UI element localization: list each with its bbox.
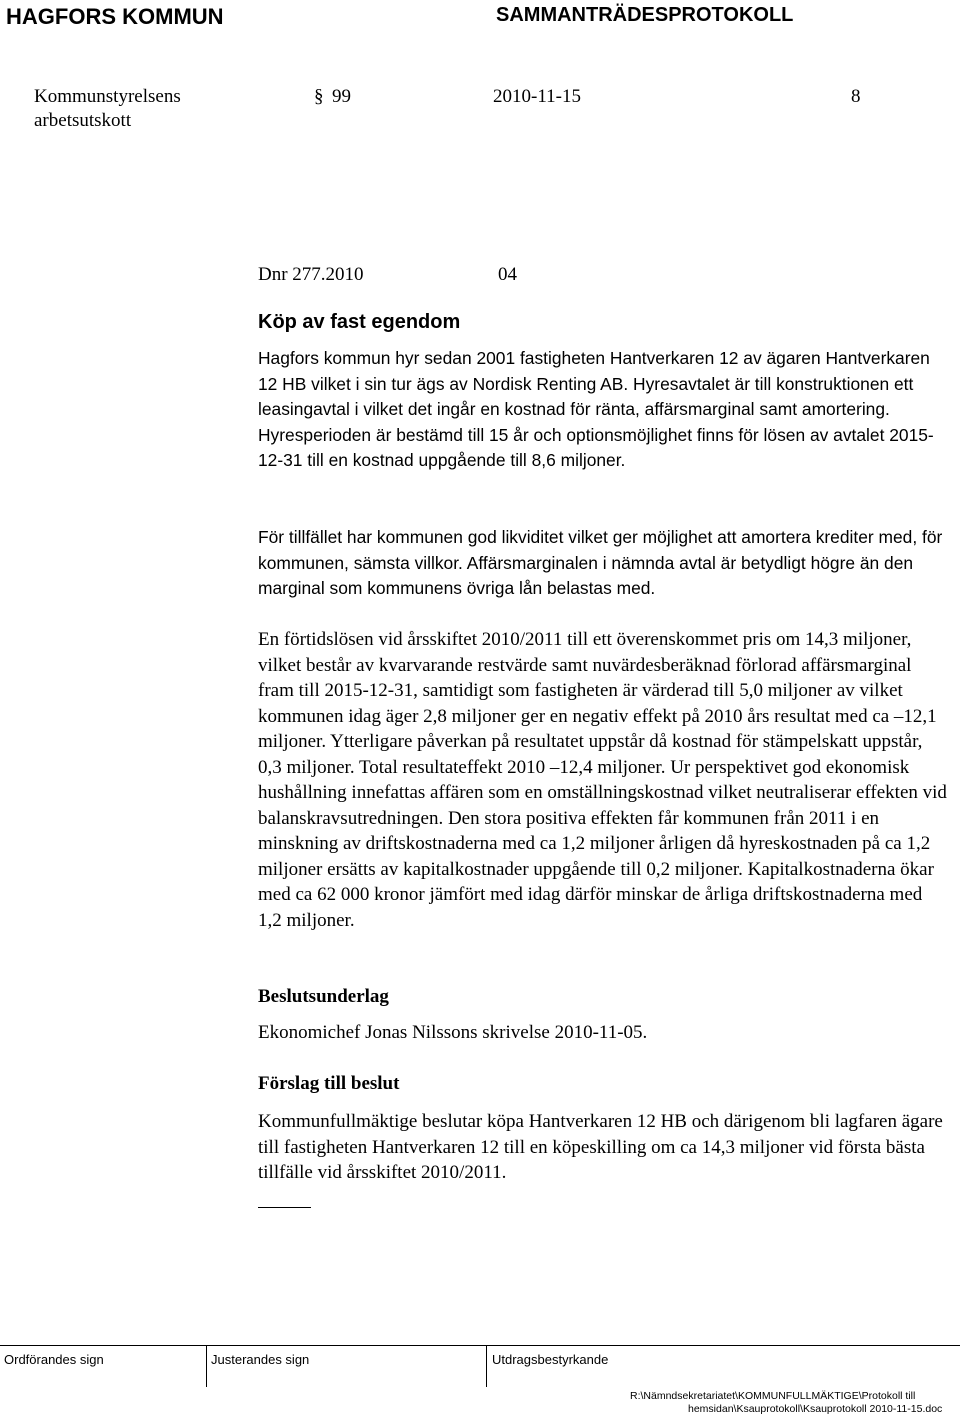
document-type: SAMMANTRÄDESPROTOKOLL (496, 4, 794, 26)
body-paragraph-3: En förtidslösen vid årsskiftet 2010/2011 till ett överenskommet pris om 14,3 miljoner, vilket består av kvarvarande restvärde samt nuvärdesberäknad förlorad affärsmarginal fram till 2015-12-31, samtidigt som fastigheten är värderad till 5,0 miljoner av vilket kommunen idag äger 2,8 miljoner ger en negativ effekt på 2010 års resultat med ca –12,1 miljoner. Ytterligare påverkan på resultatet uppstår då kostnad för stämpelskatt uppstår, 0,3 miljoner. Total resultateffekt 2010 –12,4 miljoner. Ur perspektivet god ekonomisk hushållning innefattas affären som en omställningskostnad vilket neutraliserar effekten vid balanskravsutredningen. Den stora positiva effekten får kommunen från 2011 i en minskning av driftskostnaderna med ca 1,2 miljoner årligen då hyreskostnaden på ca 1,2 miljoner ersätts av kapitalkostnader uppgående till 0,2 miljoner. Kapitalkostnaderna ökar med ca 62 000 kronor jämfört med idag därför minskar de årliga driftskostnaderna med 1,2 miljoner. (258, 629, 947, 931)
case-number: Dnr 277.2010 (258, 264, 364, 285)
page-number: 8 (851, 86, 861, 107)
board-name-line2: arbetsutskott (34, 110, 132, 131)
meeting-date: 2010-11-15 (493, 86, 581, 107)
footer-divider (206, 1345, 207, 1387)
chair-signature-label: Ordförandes sign (4, 1352, 104, 1367)
footer-divider (486, 1345, 487, 1387)
board-name-line1: Kommunstyrelsens (34, 86, 181, 107)
forslag-heading: Förslag till beslut (258, 1073, 400, 1094)
case-code: 04 (498, 264, 517, 285)
body-paragraph-1-part-a: Hagfors kommun hyr sedan 2001 fastigheten Hantverkaren 12 av ägaren Hantverkaren 12 HB vilket i sin tur ägs av Nordisk Renting AB. (258, 348, 930, 394)
end-rule (258, 1207, 311, 1208)
paragraph-sign: § (314, 86, 324, 107)
footer-rule (0, 1345, 960, 1346)
certification-label: Utdragsbestyrkande (492, 1352, 609, 1367)
beslutsunderlag-heading: Beslutsunderlag (258, 986, 389, 1007)
forslag-text: Kommunfullmäktige beslutar köpa Hantverkaren 12 HB och därigenom bli lagfaren ägare till fastigheten Hantverkaren 12 till en köpeskilling om ca 14,3 miljoner vid första bästa tillfälle vid årsskiftet 2010/2011. (258, 1111, 943, 1183)
adjuster-signature-label: Justerandes sign (211, 1352, 310, 1367)
paragraph-number: 99 (332, 86, 351, 107)
file-path-line2: hemsidan\Ksauprotokoll\Ksauprotokoll 2010-11-15.doc (688, 1403, 943, 1415)
body-paragraph-1 (258, 346, 948, 474)
organization-name: HAGFORS KOMMUN (6, 4, 224, 29)
case-title: Köp av fast egendom (258, 311, 461, 333)
body-paragraph-1-part-b: Hyresavtalet är till konstruktionen ett leasingavtal i vilket det ingår en kostnad för ränta, affärsmarginal samt amortering. Hyresperioden är bestämd till 15 år och optionsmöjlighet finns för lösen av avtalet 2015-12-31 till en kostnad uppgående till 8,6 miljoner. (258, 373, 934, 470)
beslutsunderlag-text: Ekonomichef Jonas Nilssons skrivelse 2010-11-05. (258, 1022, 648, 1043)
file-path-line1: R:\Nämndsekretariatet\KOMMUNFULLMÄKTIGE\Protokoll till (630, 1390, 916, 1402)
body-paragraph-2: För tillfället har kommunen god likviditet vilket ger möjlighet att amortera krediter med, för kommunen, sämsta villkor. Affärsmarginalen i nämnda avtal är betydligt högre än den marginal som kommunens övriga lån belastas med. (258, 527, 943, 598)
